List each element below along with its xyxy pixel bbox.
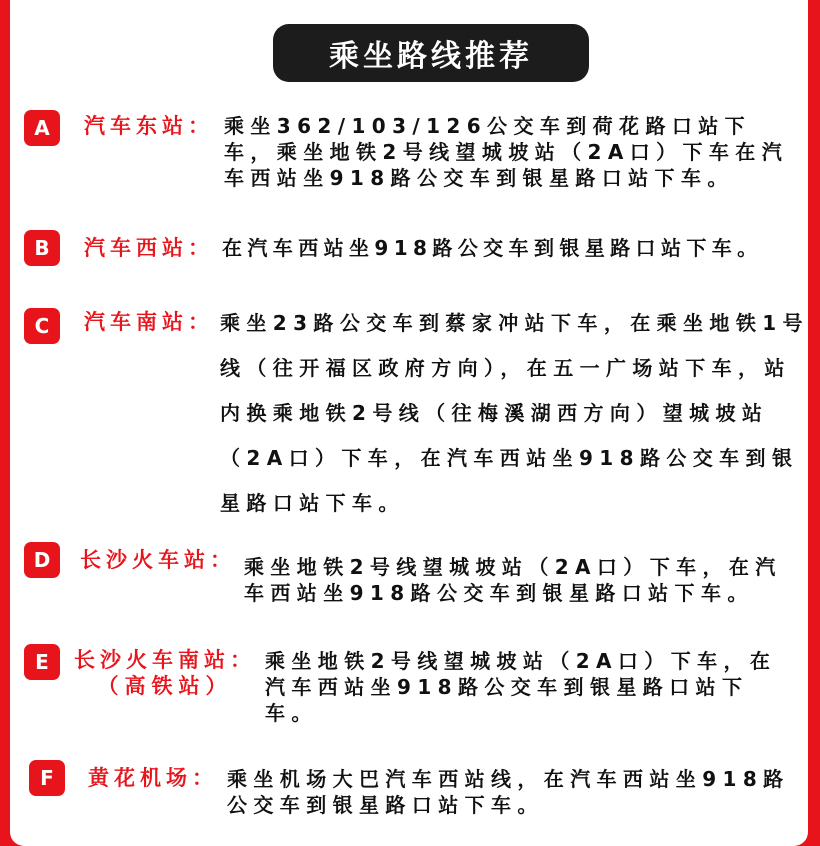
- route-description: 乘坐地铁2号线望城坡站（2A口）下车，在汽车西站坐918路公交车到银星路口站下车。: [265, 649, 777, 725]
- route-badge: A: [24, 110, 60, 146]
- station-name: 汽车西站：: [84, 236, 214, 260]
- route-description: 乘坐23路公交车到蔡家冲站下车，在乘坐地铁1号线（往开福区政府方向），在五一广场站下车，站内换乘地铁2号线（往梅溪湖西方向）望城坡站（2A口）下车，在汽车西站坐918路公交车到银星路口站下车。: [220, 311, 809, 515]
- route-badge: E: [24, 644, 60, 680]
- station-name-sub: （高铁站）: [97, 674, 233, 698]
- route-description: 乘坐地铁2号线望城坡站（2A口）下车，在汽车西站坐918路公交车到银星路口站下车。: [244, 555, 782, 605]
- station-name-main: 长沙火车南站：: [74, 648, 256, 672]
- route-badge: F: [29, 760, 65, 796]
- page-title: 乘坐路线推荐: [273, 24, 589, 82]
- station-name: 汽车南站：: [84, 310, 214, 334]
- route-description: 在汽车西站坐918路公交车到银星路口站下车。: [222, 236, 763, 260]
- route-badge: B: [24, 230, 60, 266]
- station-name: 长沙火车站：: [80, 548, 236, 572]
- station-name: 汽车东站：: [84, 114, 214, 138]
- route-badge: C: [24, 308, 60, 344]
- station-name: [74, 647, 256, 699]
- station-name: 黄花机场：: [88, 766, 218, 790]
- route-badge: D: [24, 542, 60, 578]
- route-description: 乘坐362/103/126公交车到荷花路口站下车，乘坐地铁2号线望城坡站（2A口）下车在汽车西站坐918路公交车到银星路口站下车。: [224, 114, 789, 190]
- route-description: 乘坐机场大巴汽车西站线，在汽车西站坐918路公交车到银星路口站下车。: [227, 767, 790, 817]
